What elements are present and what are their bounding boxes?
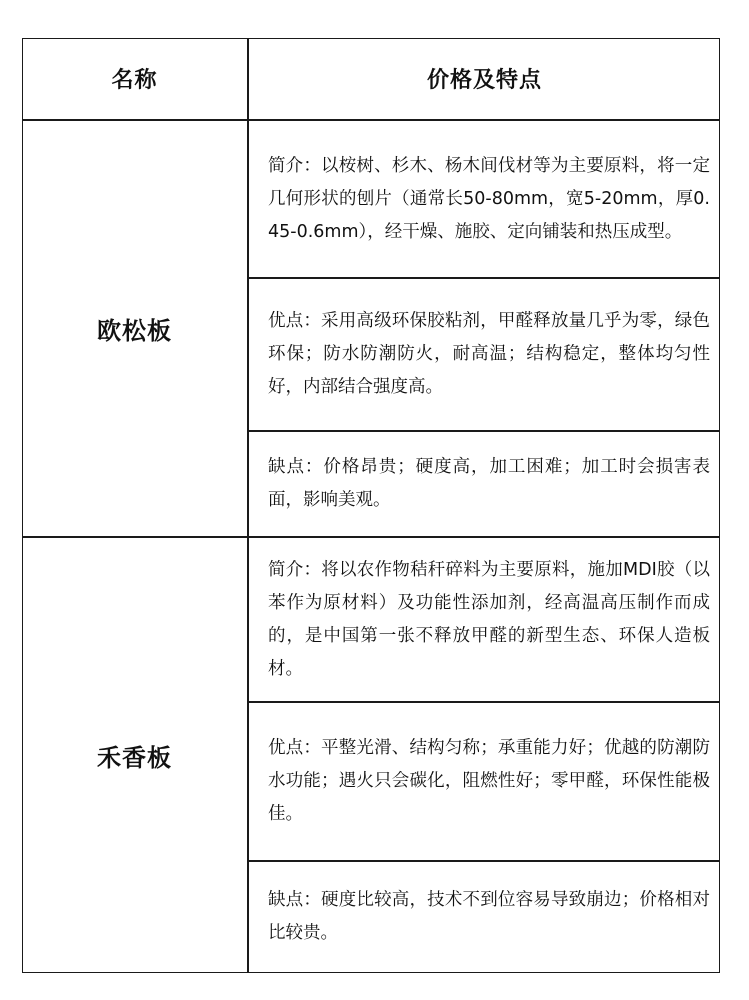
row2-intro-text: 简介：将以农作物秸秆碎料为主要原料，施加MDI胶（以苯作为原材料）及功能性添加剂，经高温高压制作而成的，是中国第一张不释放甲醛的新型生态、环保人造板材。 [268, 559, 710, 679]
row-name-straw-board: 禾香板 [97, 744, 172, 772]
row2-pros-text: 优点：平整光滑、结构匀称；承重能力好；优越的防潮防水功能；遇火只会碳化，阻燃性好；零甲醛，环保性能极佳。 [268, 738, 710, 824]
row2-intro-cell [249, 538, 720, 701]
row1-pros-cell [249, 279, 720, 430]
row2-pros-cell [249, 703, 720, 860]
row1-cons-text: 缺点：价格昂贵；硬度高，加工困难；加工时会损害表面，影响美观。 [268, 457, 710, 510]
header-details: 价格及特点 [426, 68, 542, 93]
row2-cons-text: 缺点：硬度比较高，技术不到位容易导致崩边；价格相对比较贵。 [268, 890, 710, 943]
row2-cons-cell [249, 862, 720, 972]
row1-pros-text: 优点：采用高级环保胶粘剂，甲醛释放量几乎为零，绿色环保；防水防潮防火，耐高温；结构稳定，整体均匀性好，内部结合强度高。 [268, 311, 710, 397]
row1-intro-cell [249, 121, 720, 277]
row1-intro-text: 简介：以桉树、杉木、杨木间伐材等为主要原料，将一定几何形状的刨片（通常长50-80mm，宽5-20mm，厚0.45-0.6mm），经干燥、施胶、定向铺装和热压成型。 [268, 155, 710, 242]
row1-cons-cell [249, 432, 720, 536]
row-name-osb: 欧松板 [97, 317, 172, 345]
header-name: 名称 [111, 68, 158, 93]
